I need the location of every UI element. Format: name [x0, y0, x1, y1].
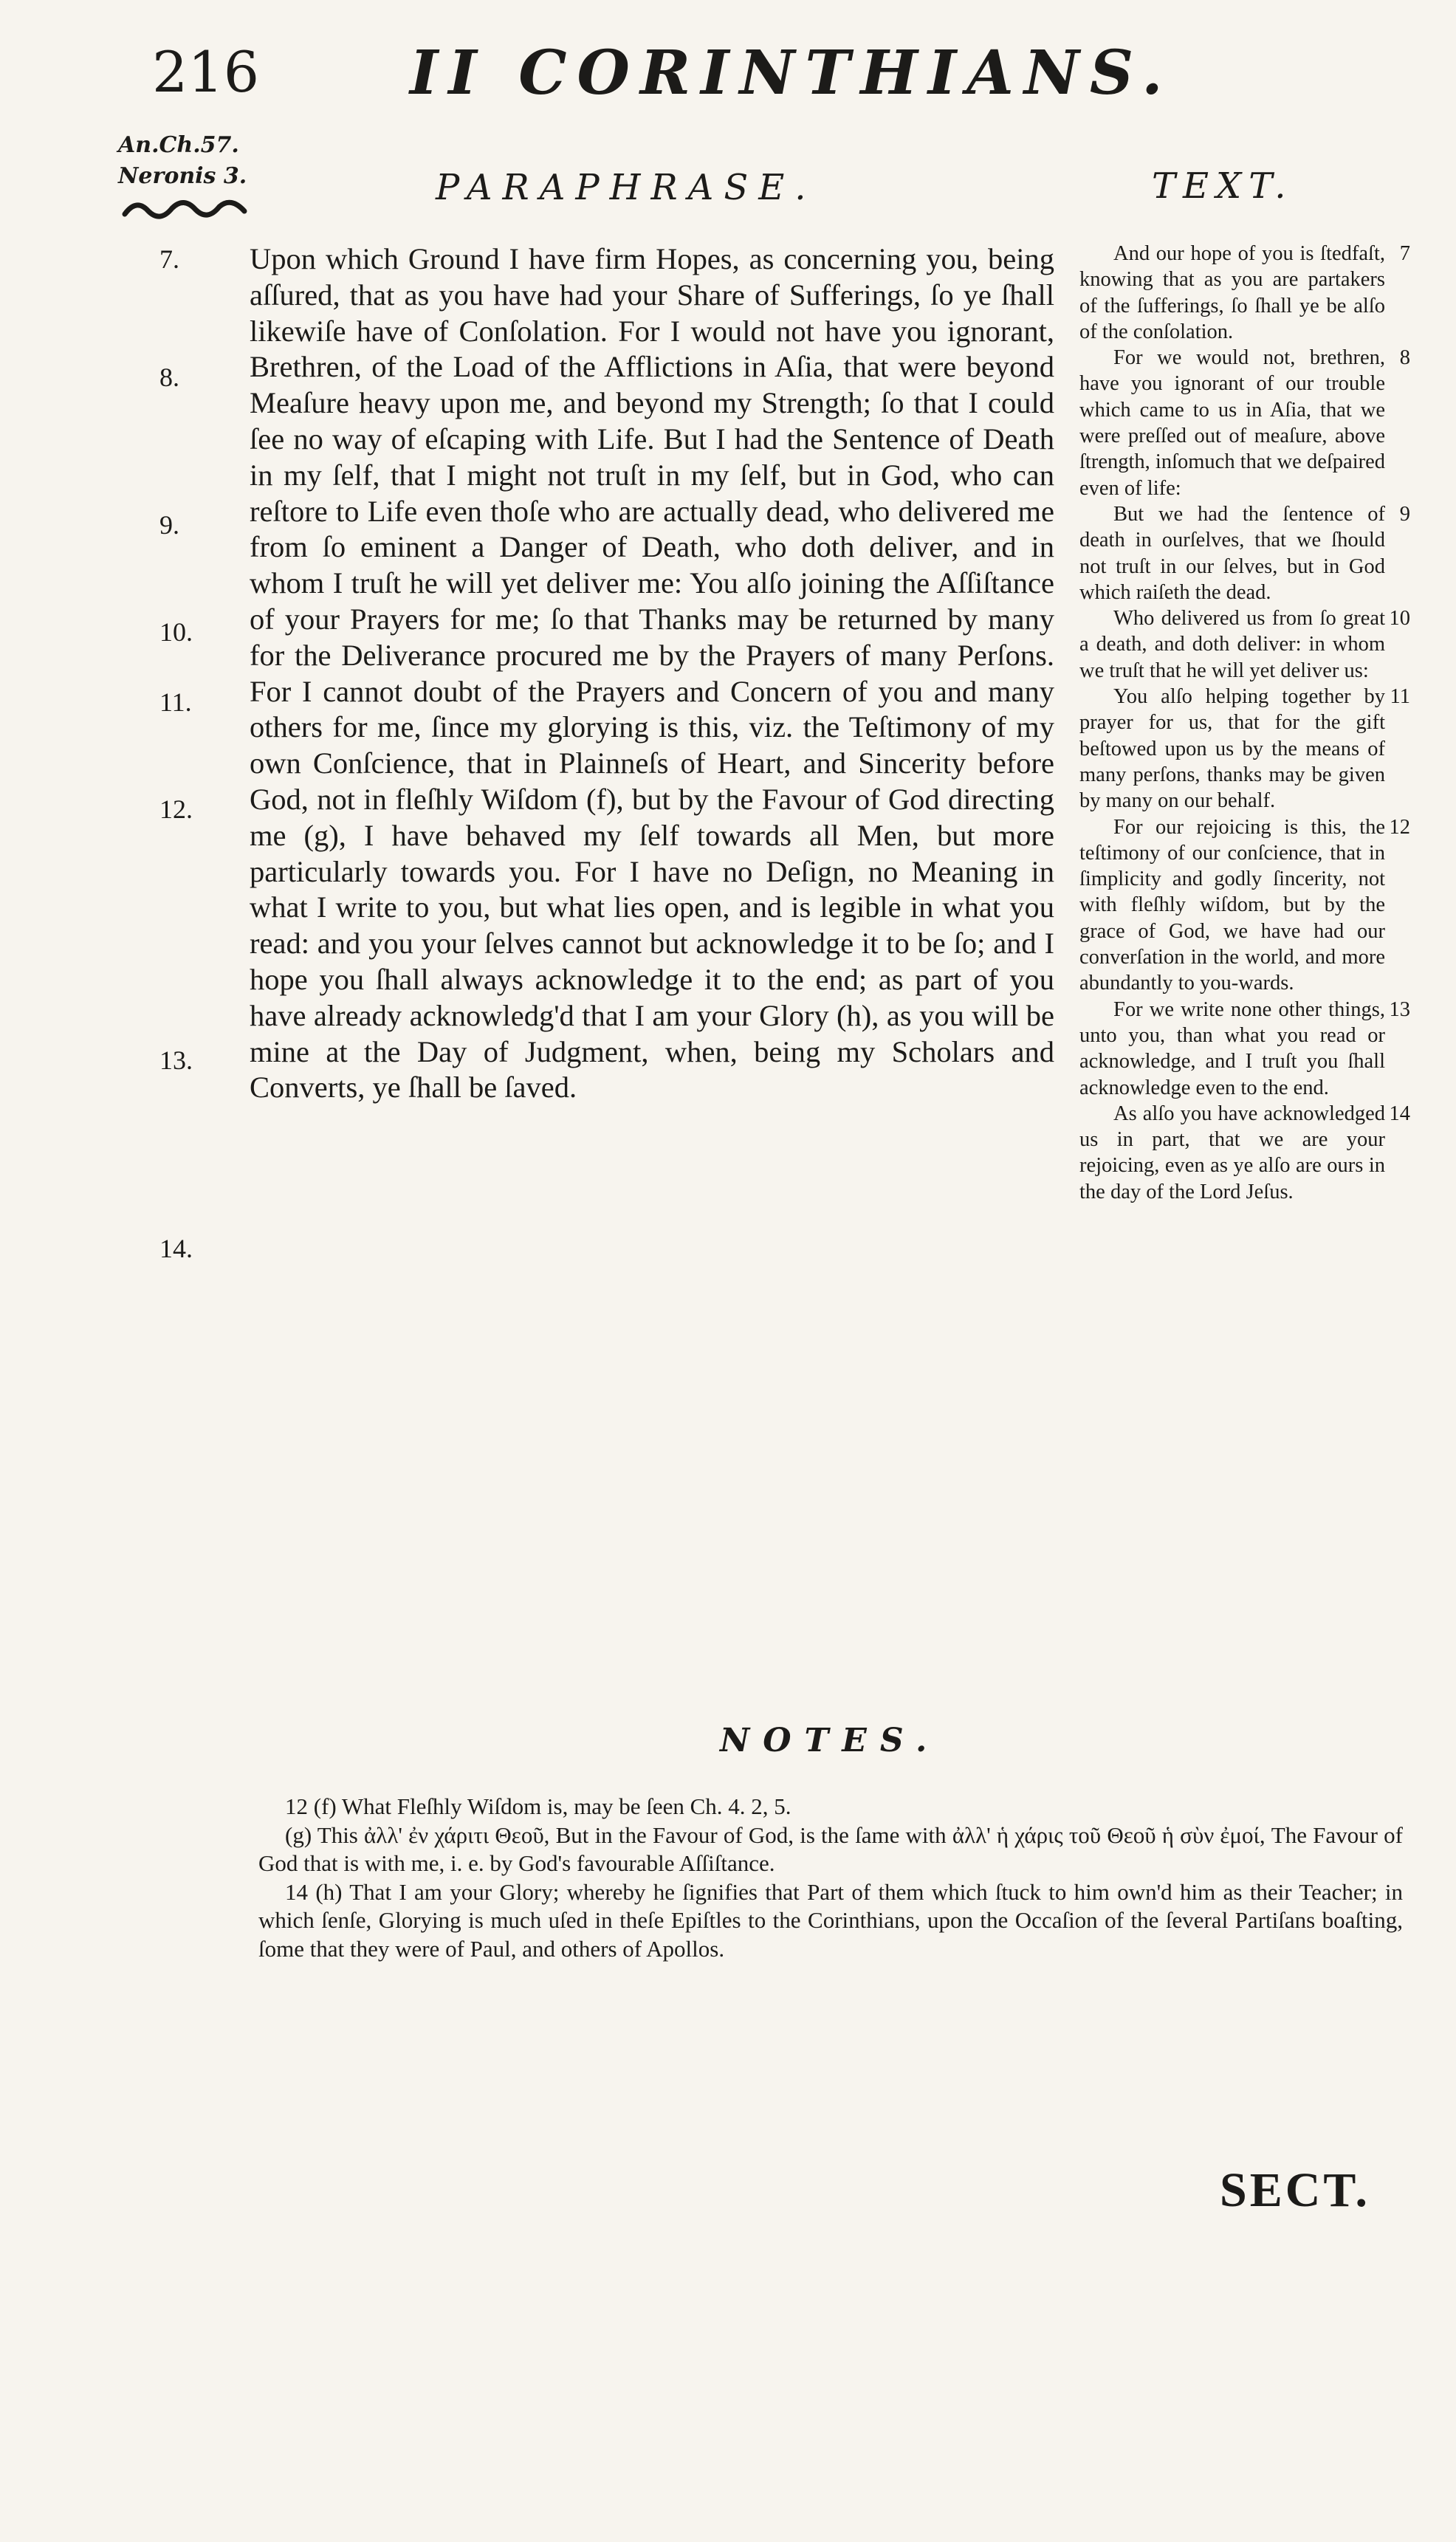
- paraphrase-body: Upon which Ground I have firm Hopes, as concerning you, being aſſured, that as you have had your Share of Sufferings, ſo ye ſhall likewiſe have of Conſolation. For I would not have you ignorant, Brethren, of the Load of the Afflictions in Aſia, that were beyond Meaſure heavy upon me, and beyond my Strength; ſo that I could ſee no way of eſcaping with Life. But I had the Sentence of Death in my ſelf, that I might not truſt in my ſelf, but in God, who can reſtore to Life even thoſe who are actually dead, who delivered me from ſo eminent a Danger of Death, who doth deliver, and in whom I truſt he will yet deliver me: You alſo joining the Aſſiſtance of your Prayers for me; ſo that Thanks may be returned by many for the Deliverance procured me by the Prayers of many Perſons. For I cannot doubt of the Prayers and Concern of you and many others for me, ſince my glorying is this, viz. the Teſtimony of my own Conſcience, that in Plainneſs of Heart, and Sincerity before God, not in fleſhly Wiſdom (f), but by the Favour of God directing me (g), I have behaved my ſelf towards all Men, but more particularly towards you. For I have no Deſign, no Meaning in what I write to you, but what lies open, and is legible in what you read: and you your ſelves cannot but acknowledge it to be ſo; and I hope you ſhall always acknowledge it to the end; as part of you have already acknowledg'd that I am your Glory (h), as you will be mine at the Day of Judgment, when, being my Scholars and Converts, ye ſhall be ſaved.: [250, 242, 1054, 1105]
- text-verse: [1079, 684, 1410, 814]
- text-verse: [1079, 997, 1410, 1101]
- paraphrase-heading: PARAPHRASE.: [436, 167, 817, 208]
- margin-date-note: [118, 130, 247, 192]
- text-verse-number: 11: [1390, 685, 1410, 709]
- verse-mark: 7.: [159, 244, 179, 274]
- note-item: (g) This ἀλλ' ἐν χάριτι Θεοῦ, But in the Favour of God, is the ſame with ἀλλ' ἡ χάρις τοῦ Θεοῦ ἡ σὺν ἐμοί, The Favour of God that is with me, i. e. by God's favourable Aſſiſtance.: [258, 1821, 1403, 1876]
- text-verse-body: You alſo helping together by prayer for us, that for the gift beſtowed upon us by the means of many perſons, thanks may be given by many on our behalf.: [1079, 685, 1385, 813]
- text-verse-body: As alſo you have acknowledged us in part, that we are your rejoicing, even as ye alſo are ours in the day of the Lord Jeſus.: [1079, 1102, 1385, 1203]
- note-item: 14 (h) That I am your Glory; whereby he ſignifies that Part of them which ſtuck to him own'd him as their Teacher; in which ſenſe, Glorying is much uſed in theſe Epiſtles to the Corinthians, upon the Occaſion of the ſeveral Partiſans boaſting, ſome that they were of Paul, and others of Apollos.: [258, 1878, 1403, 1962]
- text-verse: [1079, 814, 1410, 997]
- text-verse: [1079, 1101, 1410, 1205]
- note-item: 12 (f) What Fleſhly Wiſdom is, may be ſeen Ch. 4. 2, 5.: [285, 1793, 791, 1819]
- ornament-flourish: [122, 193, 247, 223]
- verse-mark: 8.: [159, 363, 179, 392]
- text-verse-number: 14: [1389, 1102, 1410, 1125]
- text-verse-body: For our rejoicing is this, the teſtimony of our conſcience, that in ſimplicity and godly ſincerity, not with fleſhly wiſdom, but by the grace of God, we have had our converſation in the world, and more abundantly to you-wards.: [1079, 815, 1385, 995]
- running-title: II CORINTHIANS.: [410, 38, 1173, 109]
- text-verse-number: 8: [1399, 346, 1410, 370]
- text-column: [1079, 241, 1410, 1205]
- notes-heading: NOTES.: [720, 1722, 941, 1759]
- text-verse: [1079, 501, 1410, 605]
- verse-mark: 10.: [159, 617, 193, 647]
- text-heading: TEXT.: [1152, 165, 1294, 207]
- verse-mark: 11.: [159, 687, 192, 717]
- margin-date-reign: Neronis 3.: [118, 163, 247, 189]
- margin-date-year: An.Ch.57.: [118, 132, 239, 158]
- text-verse-body: For we would not, brethren, have you ignorant of our trouble which came to us in Aſia, that we were preſſed out of meaſure, above ſtrength, inſomuch that we deſpaired even of life:: [1079, 346, 1385, 500]
- text-verse-body: And our hope of you is ſtedfaſt, knowing that as you are partakers of the ſufferings, ſo ſhall ye be alſo of the conſolation.: [1079, 242, 1385, 343]
- verse-mark: 9.: [159, 510, 179, 540]
- verse-mark: 12.: [159, 794, 193, 824]
- text-verse-body: But we had the ſentence of death in ourſelves, that we ſhould not truſt in our ſelves, but in God which raiſeth the dead.: [1079, 502, 1385, 604]
- verse-mark: 14.: [159, 1234, 193, 1263]
- notes-section: [258, 1793, 1403, 1963]
- text-verse-number: 9: [1399, 502, 1410, 526]
- text-verse-number: 12: [1389, 815, 1410, 839]
- text-verse-number: 13: [1389, 997, 1410, 1021]
- page-number: 216: [152, 39, 260, 105]
- text-verse-number: 10: [1389, 607, 1410, 631]
- text-verse: [1079, 241, 1410, 345]
- text-verse-number: 7: [1399, 242, 1410, 265]
- text-verse: [1079, 605, 1410, 684]
- text-verse-body: Who delivered us from ſo great a death, and doth deliver: in whom we truſt that he will yet deliver us:: [1079, 607, 1385, 682]
- text-verse-body: For we write none other things, unto you, than what you read or acknowledge, and I truſt you ſhall acknowledge even to the end.: [1079, 997, 1385, 1099]
- verse-mark: 13.: [159, 1045, 193, 1075]
- catchword: SECT.: [1220, 2163, 1371, 2217]
- text-verse: [1079, 345, 1410, 501]
